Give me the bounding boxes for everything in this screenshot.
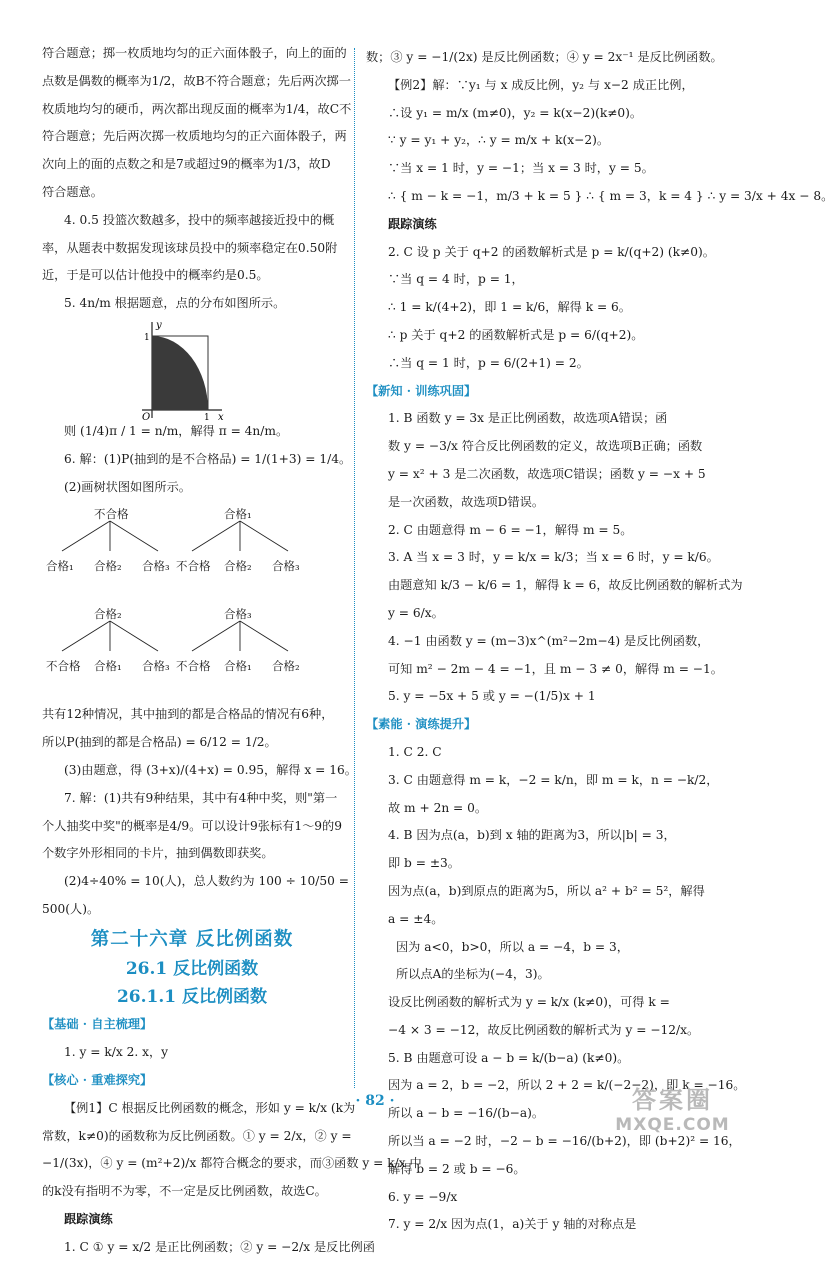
- left-text-line: 符合题意。: [42, 184, 103, 199]
- right-text-line: ∴ 1 = k/(4+2)，即 1 = k/6，解得 k = 6。: [388, 300, 631, 315]
- left-text-line: −1/(3x)，④ y = (m²+2)/x 都符合概念的要求，而③函数 y = k/x 中: [42, 1156, 422, 1171]
- y-tick-1: 1: [144, 332, 150, 343]
- left-text-line: 枚质地均匀的硬币，两次都出现反面的概率为1/4，故C不: [42, 101, 352, 116]
- left-text-line: 符合题意；掷一枚质地均匀的正六面体骰子，向上的面的: [42, 46, 347, 60]
- tree-node-leaf: 合格₂: [272, 659, 300, 674]
- left-text-line: 个人抽奖中奖"的概率是4/9。可以设计9张标有1～9的9: [42, 818, 342, 833]
- right-text-line: 即 b = ±3。: [388, 856, 460, 871]
- tree-node-leaf: 合格₁: [224, 659, 252, 674]
- right-text-line: 6. y = −9/x: [388, 1189, 458, 1204]
- column-divider: [354, 48, 355, 1088]
- quarter-circle-figure: [42, 318, 342, 423]
- right-text-line: 【新知 · 训练巩固】: [366, 383, 477, 398]
- left-text-line: 1. y = k/x 2. x，y: [64, 1045, 169, 1060]
- watermark-logo: [600, 1080, 745, 1135]
- tree-node-root: 合格₁: [224, 507, 252, 522]
- left-text-line: 跟踪演练: [64, 1211, 113, 1226]
- left-text-line: 所以P(抽到的都是合格品) = 6/12 = 1/2。: [42, 735, 277, 750]
- right-text-line: ∵ y = y₁ + y₂，∴ y = m/x + k(x−2)。: [388, 133, 610, 148]
- tree-node-leaf: 合格₂: [94, 559, 122, 574]
- tree-node-root: 合格₃: [224, 607, 252, 622]
- tree-node-root: 合格₂: [94, 607, 122, 622]
- right-text-line: 5. B 由题意可设 a − b = k/(b−a) (k≠0)。: [388, 1050, 630, 1065]
- left-text-line: 【核心 · 重难探究】: [42, 1072, 153, 1087]
- right-text-line: y = x² + 3 是二次函数，故选项C错误；函数 y = −x + 5: [388, 466, 706, 481]
- right-text-line: 故 m + 2n = 0。: [388, 800, 488, 815]
- left-text-line: 则 (1/4)π / 1 = n/m，解得 π = 4n/m。: [64, 423, 289, 438]
- right-text-line: 因为 a = 2，b = −2，所以 2 + 2 = k/(−2−2)，即 k = −16。: [388, 1078, 746, 1093]
- y-axis-label: y: [156, 319, 162, 331]
- right-text-line: 7. y = 2/x 因为点(1，a)关于 y 轴的对称点是: [388, 1217, 637, 1232]
- left-text-line: 1. C ① y = x/2 是正比例函数；② y = −2/x 是反比例函: [64, 1239, 375, 1254]
- right-text-line: 可知 m² − 2m − 4 = −1，且 m − 3 ≠ 0，解得 m = −1。: [388, 661, 723, 676]
- page-number: · 82 ·: [355, 1093, 395, 1109]
- left-text-line: 近，于是可以估计他投中的概率约是0.5。: [42, 268, 269, 283]
- right-text-line: 2. C 设 p 关于 q+2 的函数解析式是 p = k/(q+2) (k≠0)。: [388, 244, 715, 259]
- left-text-line: 26.1.1 反比例函数: [116, 986, 268, 1007]
- right-text-line: 数 y = −3/x 符合反比例函数的定义，故选项B正确；函数: [388, 439, 703, 454]
- right-text-line: ∵当 x = 1 时，y = −1；当 x = 3 时，y = 5。: [388, 161, 654, 176]
- probability-tree-1-lines: [42, 501, 342, 601]
- right-text-line: 所以点A的坐标为(−4，3)。: [396, 967, 550, 982]
- right-text-line: 4. −1 由函数 y = (m−3)x^(m²−2m−4) 是反比例函数，: [388, 633, 710, 648]
- right-text-line: ∴当 q = 1 时，p = 6/(2+1) = 2。: [388, 355, 589, 370]
- left-text-line: 常数，k≠0)的函数称为反比例函数。① y = 2/x，② y =: [42, 1128, 352, 1143]
- probability-tree-2-lines: [42, 601, 342, 701]
- right-text-line: 3. C 由题意得 m = k，−2 = k/n，即 m = k，n = −k/2，: [388, 772, 719, 787]
- watermark-line1: 答案圈: [632, 1086, 713, 1114]
- right-text-line: ∵当 q = 4 时，p = 1，: [388, 272, 524, 287]
- tree-node-leaf: 合格₃: [272, 559, 300, 574]
- right-text-line: 设反比例函数的解析式为 y = k/x (k≠0)，可得 k =: [388, 995, 670, 1010]
- right-text-line: 跟踪演练: [388, 216, 437, 231]
- right-text-line: 是一次函数，故选项D错误。: [388, 494, 545, 509]
- right-text-line: 1. B 函数 y = 3x 是正比例函数，故选项A错误；函: [388, 411, 668, 426]
- right-text-line: 由题意知 k/3 − k/6 = 1，解得 k = 6，故反比例函数的解析式为: [388, 578, 743, 593]
- right-text-line: ∴ { m − k = −1，m/3 + k = 5 } ∴ { m = 3，k = 4 } ∴ y = 3/x + 4x − 8。: [388, 188, 833, 203]
- right-text-line: 因为点(a，b)到原点的距离为5，所以 a² + b² = 5²，解得: [388, 883, 705, 898]
- right-column: [366, 44, 833, 1239]
- quarter-circle-svg: [42, 318, 342, 423]
- tree-node-leaf: 合格₃: [142, 659, 170, 674]
- tree-node-root: 不合格: [94, 507, 129, 522]
- left-text-line: 符合题意；先后两次掷一枚质地均匀的正六面体骰子，两: [42, 129, 347, 144]
- tree-node-leaf: 合格₁: [94, 659, 122, 674]
- left-text-line: 共有12种情况，其中抽到的都是合格品的情况有6种，: [42, 707, 334, 722]
- probability-tree-2: [42, 601, 342, 701]
- left-text-line: 【基础 · 自主梳理】: [42, 1017, 153, 1032]
- right-text-line: 因为 a<0，b>0，所以 a = −4，b = 3，: [396, 939, 629, 954]
- tree-node-leaf: 不合格: [176, 559, 211, 574]
- left-text-line: 500(人)。: [42, 901, 100, 916]
- right-text-line: 【例2】解：∵y₁ 与 x 成反比例，y₂ 与 x−2 成正比例，: [388, 77, 694, 92]
- probability-tree-1: [42, 501, 342, 601]
- tree-node-leaf: 不合格: [46, 659, 81, 674]
- left-text-line: 点数是偶数的概率为1/2，故B不符合题意；先后两次掷一: [42, 73, 351, 88]
- right-text-line: 数；③ y = −1/(2x) 是反比例函数；④ y = 2x⁻¹ 是反比例函数。: [366, 50, 723, 64]
- right-text-line: −4 × 3 = −12，故反比例函数的解析式为 y = −12/x。: [388, 1022, 700, 1037]
- right-text-line: 【素能 · 演练提升】: [366, 717, 477, 732]
- left-text-line: (2)4÷40% = 10(人)，总人数约为 100 ÷ 10/50 =: [64, 874, 349, 889]
- left-text-line: 率，从题表中数据发现该球员投中的频率稳定在0.50附: [42, 240, 338, 255]
- right-text-line: ∴ p 关于 q+2 的函数解析式是 p = 6/(q+2)。: [388, 327, 644, 342]
- left-text-line: 第二十六章 反比例函数: [90, 928, 294, 950]
- tree-node-leaf: 合格₃: [142, 559, 170, 574]
- left-text-line: 26.1 反比例函数: [125, 958, 259, 979]
- left-text-line: 【例1】C 根据反比例函数的概念，形如 y = k/x (k为: [64, 1100, 356, 1115]
- right-text-line: ∴设 y₁ = m/x (m≠0)，y₂ = k(x−2)(k≠0)。: [388, 105, 643, 120]
- right-text-line: a = ±4。: [388, 911, 444, 926]
- origin-label: O: [142, 411, 151, 423]
- right-text-line: 所以 a − b = −16/(b−a)。: [388, 1106, 545, 1121]
- left-text-line: 次向上的面的点数之和是7或超过9的概率为1/3，故D: [42, 157, 331, 172]
- left-text-line: 5. 4n/m 根据题意，点的分布如图所示。: [64, 296, 286, 311]
- watermark-line2: MXQE.COM: [615, 1115, 730, 1135]
- right-text-line: 解得 b = 2 或 b = −6。: [388, 1161, 526, 1176]
- left-text-line: 4. 0.5 投篮次数越多，投中的频率越接近投中的概: [64, 212, 335, 227]
- tree-node-leaf: 不合格: [176, 659, 211, 674]
- right-text-line: 5. y = −5x + 5 或 y = −(1/5)x + 1: [388, 689, 596, 704]
- x-axis-label: x: [218, 411, 224, 423]
- quarter-circle-region: [152, 336, 208, 410]
- left-text-line: 7. 解：(1)共有9种结果，其中有4种中奖，则"第一: [64, 790, 338, 805]
- right-text-line: y = 6/x。: [388, 605, 444, 620]
- right-text-line: 2. C 由题意得 m − 6 = −1，解得 m = 5。: [388, 522, 633, 537]
- right-text-line: 1. C 2. C: [388, 744, 442, 759]
- left-text-line: 的k没有指明不为零，不一定是反比例函数，故选C。: [42, 1184, 327, 1199]
- left-text-line: 6. 解：(1)P(抽到的是不合格品) = 1/(1+3) = 1/4。: [64, 451, 352, 466]
- left-text-line: (3)由题意，得 (3+x)/(4+x) = 0.95，解得 x = 16。: [64, 762, 357, 777]
- left-text-line: 个数字外形相同的卡片，抽到偶数即获奖。: [42, 846, 274, 861]
- tree-node-leaf: 合格₂: [224, 559, 252, 574]
- right-text-line: 3. A 当 x = 3 时，y = k/x = k/3；当 x = 6 时，y = k/6。: [388, 550, 719, 565]
- tree-node-leaf: 合格₁: [46, 559, 74, 574]
- right-text-line: 4. B 因为点(a，b)到 x 轴的距离为3，所以|b| = 3，: [388, 828, 676, 843]
- x-tick-1: 1: [204, 412, 210, 423]
- left-text-line: (2)画树状图如图所示。: [64, 479, 191, 494]
- right-text-line: 所以当 a = −2 时，−2 − b = −16/(b+2)，即 (b+2)² = 16，: [388, 1134, 741, 1149]
